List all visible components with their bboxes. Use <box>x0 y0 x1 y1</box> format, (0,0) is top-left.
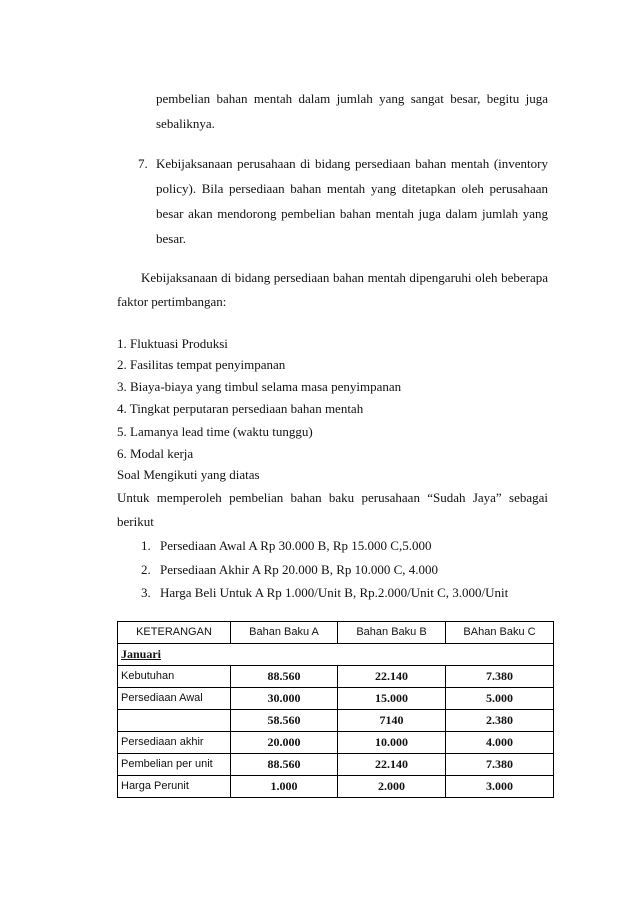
table-header-row <box>118 622 554 644</box>
row-label: Persediaan akhir <box>118 732 231 754</box>
table-row <box>118 754 554 776</box>
cell-c: 7.380 <box>446 754 554 776</box>
soal-item: Harga Beli Untuk A Rp 1.000/Unit B, Rp.2.000/Unit C, 3.000/Unit <box>160 585 509 600</box>
paragraph-line: pembelian bahan mentah dalam jumlah yang sangat besar, begitu juga <box>156 91 548 106</box>
cell-a: 20.000 <box>231 732 338 754</box>
cell-b: 22.140 <box>338 754 446 776</box>
cell-c: 2.380 <box>446 710 554 732</box>
list-item-line: Kebijaksanaan perusahaan di bidang persediaan bahan mentah (inventory <box>156 156 548 171</box>
table-row <box>118 776 554 798</box>
list-item-line: besar akan mendorong pembelian bahan mentah juga dalam jumlah yang <box>156 206 548 221</box>
table-row <box>118 666 554 688</box>
row-label <box>118 710 231 732</box>
soal-item-number: 3. <box>141 585 151 600</box>
list-item-line: policy). Bila persediaan bahan mentah yang ditetapkan oleh perusahaan <box>156 181 548 196</box>
table-row <box>118 732 554 754</box>
intro-line: faktor pertimbangan: <box>117 294 227 309</box>
column-header: KETERANGAN <box>118 622 231 644</box>
soal-item-number: 2. <box>141 562 151 577</box>
cell-a: 88.560 <box>231 754 338 776</box>
cell-b: 2.000 <box>338 776 446 798</box>
factor-item: 4. Tingkat perputaran persediaan bahan mentah <box>117 401 364 416</box>
soal-item: Persediaan Awal A Rp 30.000 B, Rp 15.000 C,5.000 <box>160 538 432 553</box>
soal-heading: Soal Mengikuti yang diatas <box>117 467 260 482</box>
row-label: Pembelian per unit <box>118 754 231 776</box>
table-row <box>118 710 554 732</box>
list-item-line: besar. <box>156 231 186 246</box>
inventory-table <box>117 621 554 798</box>
cell-c: 7.380 <box>446 666 554 688</box>
column-header: BAhan Baku C <box>446 622 554 644</box>
cell-c: 5.000 <box>446 688 554 710</box>
cell-c: 4.000 <box>446 732 554 754</box>
paragraph-line: sebaliknya. <box>156 116 215 131</box>
intro-line: Kebijaksanaan di bidang persediaan bahan mentah dipengaruhi oleh beberapa <box>141 270 548 285</box>
soal-line: berikut <box>117 514 154 529</box>
factor-item: 2. Fasilitas tempat penyimpanan <box>117 357 286 372</box>
soal-item: Persediaan Akhir A Rp 20.000 B, Rp 10.000 C, 4.000 <box>160 562 439 577</box>
table-row <box>118 688 554 710</box>
row-label: Harga Perunit <box>118 776 231 798</box>
list-number: 7. <box>138 156 148 171</box>
cell-b: 22.140 <box>338 666 446 688</box>
cell-b: 15.000 <box>338 688 446 710</box>
factor-item: 3. Biaya-biaya yang timbul selama masa penyimpanan <box>117 379 402 394</box>
row-label: Persediaan Awal <box>118 688 231 710</box>
factor-item: 5. Lamanya lead time (waktu tunggu) <box>117 424 313 439</box>
factor-item: 6. Modal kerja <box>117 446 194 461</box>
soal-item-number: 1. <box>141 538 151 553</box>
row-label: Kebutuhan <box>118 666 231 688</box>
cell-b: 7140 <box>338 710 446 732</box>
cell-a: 30.000 <box>231 688 338 710</box>
month-row <box>118 644 554 666</box>
cell-a: 58.560 <box>231 710 338 732</box>
cell-a: 1.000 <box>231 776 338 798</box>
cell-b: 10.000 <box>338 732 446 754</box>
column-header: Bahan Baku A <box>231 622 338 644</box>
month-label: Januari <box>118 644 554 666</box>
factor-item: 1. Fluktuasi Produksi <box>117 336 228 351</box>
soal-line: Untuk memperoleh pembelian bahan baku perusahaan “Sudah Jaya” sebagai <box>117 490 548 505</box>
cell-a: 88.560 <box>231 666 338 688</box>
cell-c: 3.000 <box>446 776 554 798</box>
column-header: Bahan Baku B <box>338 622 446 644</box>
